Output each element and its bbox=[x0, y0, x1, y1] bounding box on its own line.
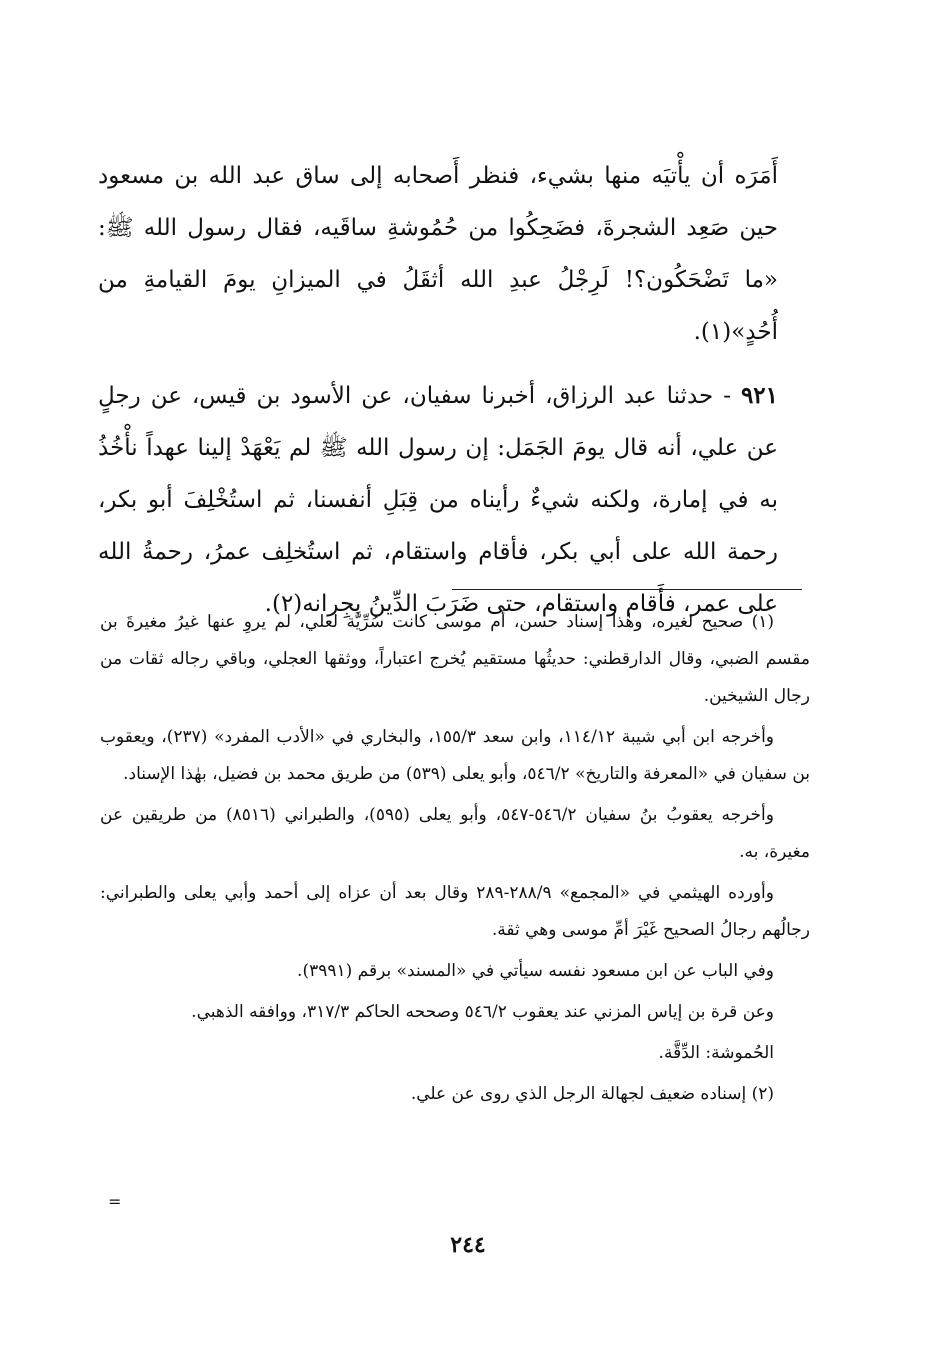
footnote-1-paragraph-5: وفي الباب عن ابن مسعود نفسه سيأتي في «المسند» برقم (٣٩٩١). bbox=[297, 961, 774, 981]
footnote-1-paragraph-2: وأخرجه ابن أبي شيبة ١١٤/١٢، وابن سعد ١٥٥/٣، والبخاري في «الأدب المفرد» (٢٣٧)، ويعقوب بن سفيان في «المعرفة والتاريخ» ٥٤٦/٢، وأبو يعلى (٥٣٩) من طريق محمد بن فضيل، بهٰذا الإسناد. bbox=[100, 727, 810, 784]
hadith-text: - حدثنا عبد الرزاق، أخبرنا سفيان، عن الأسود بن قيس، عن رجلٍ عن علي، أنه قال يومَ الجَمَل: إن رسول الله ﷺ لم يَعْهَدْ إلينا عهداً نأْخُذُ به في إمارة، ولكنه شيءٌ رأيناه من قِبَلِ أنفسنا، ثم استُخْلِفَ أبو بكر، رحمة الله على أبي بكر، فأقام واستقام، ثم استُخلِف عمرُ، رحمةُ الله على عمر، فأَقام واستقام، حتى ضَرَبَ الدِّينُ بجِرانه(٢). bbox=[98, 383, 778, 617]
continuation-mark: = bbox=[108, 1192, 122, 1211]
footnote-1-paragraph-1: (١) صحيح لغيره، وهٰذا إسناد حسن، أم موسى كانت سُرِّيَّة لعلي، لم يروِ عنها غيرُ مغيرةَ بن مقسم الضبي، وقال الدارقطني: حديثُها مستقيم يُخرج اعتباراً، ووثقها العجلي، وباقي رجاله ثقات من رجال الشيخين. bbox=[100, 612, 810, 706]
footnotes-section bbox=[100, 604, 810, 1117]
footnote-2: (٢) إسناده ضعيف لجهالة الرجل الذي روى عن علي. bbox=[410, 1084, 774, 1104]
footnote-separator bbox=[452, 589, 802, 590]
main-text-body bbox=[98, 150, 778, 642]
footnote-1-paragraph-7: الحُموشة: الدِّقَّة. bbox=[658, 1043, 774, 1063]
main-paragraph-2 bbox=[98, 370, 778, 630]
footnote-1-paragraph-4: وأورده الهيثمي في «المجمع» ٢٨٨/٩-٢٨٩ وقال بعد أن عزاه إلى أحمد وأبي يعلى والطبراني: رجالُهم رجالُ الصحيح غَيْرَ أمِّ موسى وهي ثقة. bbox=[100, 883, 810, 940]
footnote-1-paragraph-3: وأخرجه يعقوبُ بنُ سفيان ٥٤٦/٢-٥٤٧، وأبو يعلى (٥٩٥)، والطبراني (٨٥١٦) من طريقين عن مغيرة، به. bbox=[100, 805, 810, 862]
page-number: ٢٤٤ bbox=[450, 1232, 486, 1258]
footnote-1-paragraph-6: وعن قرة بن إياس المزني عند يعقوب ٥٤٦/٢ وصححه الحاكم ٣١٧/٣، ووافقه الذهبي. bbox=[191, 1002, 774, 1022]
hadith-number: ٩٢١ bbox=[740, 382, 778, 409]
main-paragraph-1: أَمَرَه أن يأْتيَه منها بشيء، فنظر أَصحابه إلى ساق عبد الله بن مسعود حين صَعِد الشجرةَ، فضَحِكُوا من حُمُوشةِ ساقَيه، فقال رسول الله ﷺ: «ما تَضْحَكُون؟! لَرِجْلُ عبدِ الله أثقَلُ في الميزانِ يومَ القيامةِ من أُحُدٍ»(١). bbox=[98, 163, 778, 345]
